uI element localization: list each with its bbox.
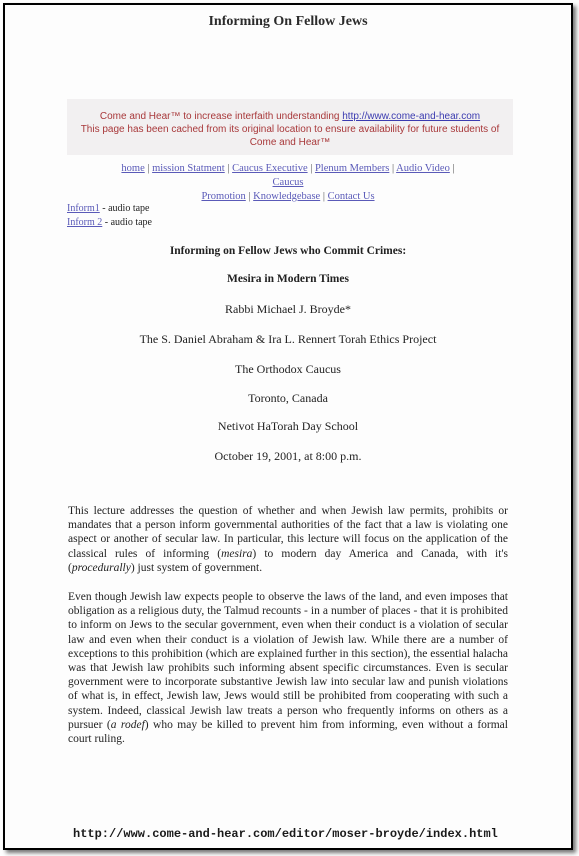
nav-plenum-members[interactable]: Plenum Members <box>314 163 390 174</box>
lecture-venue: Netivot HaTorah Day School <box>217 419 359 433</box>
intro-paragraph: This lecture addresses the question of whether and when Jewish law permits, prohibits or mandates that a person inform governmental authorities of the fact that a law is violating one aspect or another of secular law. In particular, this lecture will focus on the application of the classical rules of informing (mesira) to modern day America and Canada, with it's (procedurally) just system of government. <box>68 505 508 574</box>
nav-mission-statment[interactable]: mission Statment <box>152 163 225 174</box>
cache-banner <box>67 99 513 155</box>
document-page <box>3 3 573 850</box>
lecture-author: Rabbi Michael J. Broyde* <box>225 302 351 316</box>
banner-text: Come and Hear™ to increase interfaith understanding <box>99 111 343 122</box>
audio-item: Inform 2 - audio tape <box>67 217 152 228</box>
lecture-org: The Orthodox Caucus <box>235 362 341 376</box>
nav-caucus-executive[interactable]: Caucus Executive <box>232 163 308 174</box>
nav-promotion[interactable]: Promotion <box>201 191 246 202</box>
nav-links: home | mission Statment | Caucus Executive | Plenum Members | Audio Video | Caucus Promotion | Knowledgebase | Contact Us <box>121 163 455 202</box>
body-paragraph: Even though Jewish law expects people to observe the laws of the land, and even imposes that obligation as a religious duty, the Talmud recounts - in a number of places - that it is prohibited to inform on Jews to the secular government, even when their conduct is a violation of secular law and even when their conduct is a violation of Jewish law. While there are a number of exceptions to this prohibition (which are explained further in this section), the essential halacha was that Jewish law prohibits such informing absent specific circumstances. Even is secular government were to incorporate substantive Jewish law into secular law and punish violations of what is, in effect, Jewish law, Jews would still be prohibited from cooperating with such a system. Indeed, classical Jewish law treats a person who frequently informs on others as a pursuer (a rodef) who may be killed to prevent him from informing, even without a formal court ruling. <box>68 591 508 746</box>
lecture-subtitle: Mesira in Modern Times <box>227 273 349 285</box>
nav-contact-us[interactable]: Contact Us <box>327 191 375 202</box>
banner-brand: Come and Hear™ <box>249 137 331 148</box>
banner-cache-note: This page has been cached from its original location to ensure availability for future students of <box>80 124 500 135</box>
inform1-audio-link[interactable]: Inform1 <box>67 203 100 214</box>
lecture-title: Informing on Fellow Jews who Commit Crimes: <box>169 245 407 257</box>
nav-caucus[interactable]: Caucus <box>272 177 304 188</box>
lecture-project: The S. Daniel Abraham & Ira L. Rennert Torah Ethics Project <box>139 332 437 346</box>
lecture-date: October 19, 2001, at 8:00 p.m. <box>214 449 362 463</box>
footer-url: http://www.come-and-hear.com/editor/moser-broyde/index.html <box>73 827 498 841</box>
audio-item: Inform1 - audio tape <box>67 203 150 214</box>
lecture-city: Toronto, Canada <box>248 391 328 405</box>
come-and-hear-link[interactable]: http://www.come-and-hear.com <box>342 111 481 122</box>
nav-audio-video[interactable]: Audio Video <box>396 163 450 174</box>
nav-home[interactable]: home <box>121 163 145 174</box>
nav-knowledgebase[interactable]: Knowledgebase <box>253 191 321 202</box>
page-title: Informing On Fellow Jews <box>208 14 368 29</box>
inform2-audio-link[interactable]: Inform 2 <box>67 217 103 228</box>
